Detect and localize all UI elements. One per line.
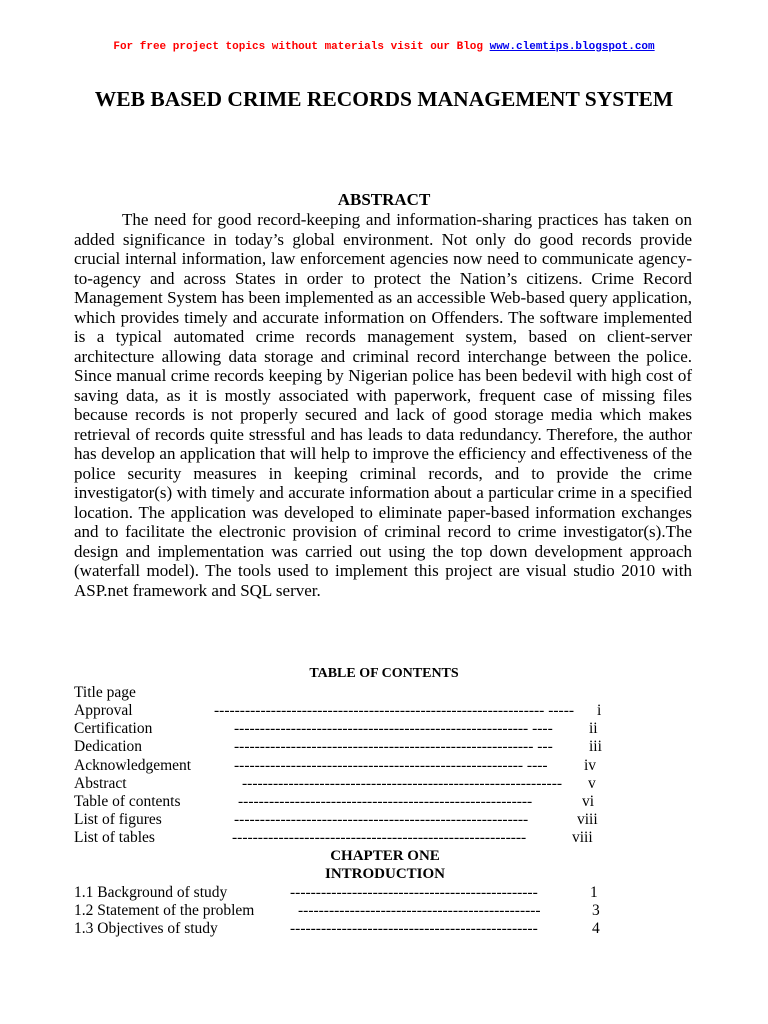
toc-leader: ------------------------------------------------ (290, 884, 538, 901)
toc-page: iv (584, 757, 597, 774)
toc-label: Acknowledgement (74, 757, 192, 774)
chapter-title: CHAPTER ONE (330, 848, 440, 864)
toc-leader: -------------------------------------------------------------- (242, 775, 563, 792)
toc-leader: --------------------------------------------------------- (232, 829, 527, 846)
toc-label: Approval (74, 702, 133, 719)
abstract-heading: ABSTRACT (337, 190, 431, 209)
document-title: WEB BASED CRIME RECORDS MANAGEMENT SYSTEM (94, 87, 674, 111)
promo-text: For free project topics without materials visit our Blog (113, 41, 490, 53)
toc-label: 1.2 Statement of the problem (74, 902, 255, 919)
toc-page: 1 (590, 884, 598, 901)
toc-label: Abstract (74, 775, 127, 792)
toc-leader: --------------------------------------------------------- (238, 793, 533, 810)
toc-page: i (597, 702, 602, 719)
toc-page: iii (589, 738, 602, 755)
toc-label: Certification (74, 720, 153, 737)
toc-label: Table of contents (74, 793, 181, 810)
toc-page: viii (572, 829, 593, 846)
toc-label: 1.3 Objectives of study (74, 920, 218, 937)
toc-title: TABLE OF CONTENTS (309, 666, 459, 681)
toc-leader: --------------------------------------------------------- (234, 811, 529, 828)
toc-label: Title page (74, 684, 136, 701)
toc-page: 4 (592, 920, 600, 937)
toc-leader: ----------------------------------------------- (298, 902, 541, 919)
toc-page: 3 (592, 902, 600, 919)
toc-label: List of figures (74, 811, 162, 828)
toc-leader: ---------------------------------------------------------------- ----- (214, 702, 575, 719)
promo-banner (0, 41, 768, 53)
toc-page: vi (582, 793, 595, 810)
toc-label: List of tables (74, 829, 155, 846)
toc-page: v (588, 775, 596, 792)
toc-leader: --------------------------------------------------------- ---- (234, 720, 553, 737)
blog-link[interactable]: www.clemtips.blogspot.com (489, 41, 655, 53)
toc-leader: ---------------------------------------------------------- --- (234, 738, 553, 755)
toc-label: Dedication (74, 738, 143, 755)
toc-page: viii (577, 811, 598, 828)
toc-leader: -------------------------------------------------------- ---- (234, 757, 548, 774)
toc-leader: ------------------------------------------------ (290, 920, 538, 937)
chapter-subtitle: INTRODUCTION (324, 866, 445, 882)
toc-page: ii (589, 720, 598, 737)
abstract-body: The need for good record-keeping and information-sharing practices has taken on added significance in today’s global environment. Not only do good records provide crucial internal information, law enforcement agencies now need to communicate agency-to-agency and across States in order to protect the Nation’s citizens. Crime Record Management System has been implemented as an accessible Web-based query application, which provides timely and accurate information on Offenders. The software implemented is a typical automated crime records management system, based on client-server architecture allowing data storage and criminal record interchange between the police. Since manual crime records keeping by Nigerian police has been bedevil with high cost of saving data, as it is mostly associated with paperwork, frequent case of missing files because records is not properly secured and lack of good storage media which makes retrieval of records quite stressful and has leads to data redundancy. Therefore, the author has develop an application that will help to improve the efficiency and effectiveness of the police security measures in keeping criminal records, and to provide the crime investigator(s) with timely and accurate information about a particular crime in a specified location. The application was developed to eliminate paper-based information exchanges and to facilitate the electronic provision of criminal record to crime investigator(s).The design and implementation was carried out using the top down development approach (waterfall model). The tools used to implement this project are visual studio 2010 with ASP.net framework and SQL server. (74, 210, 692, 600)
toc-label: 1.1 Background of study (74, 884, 228, 901)
